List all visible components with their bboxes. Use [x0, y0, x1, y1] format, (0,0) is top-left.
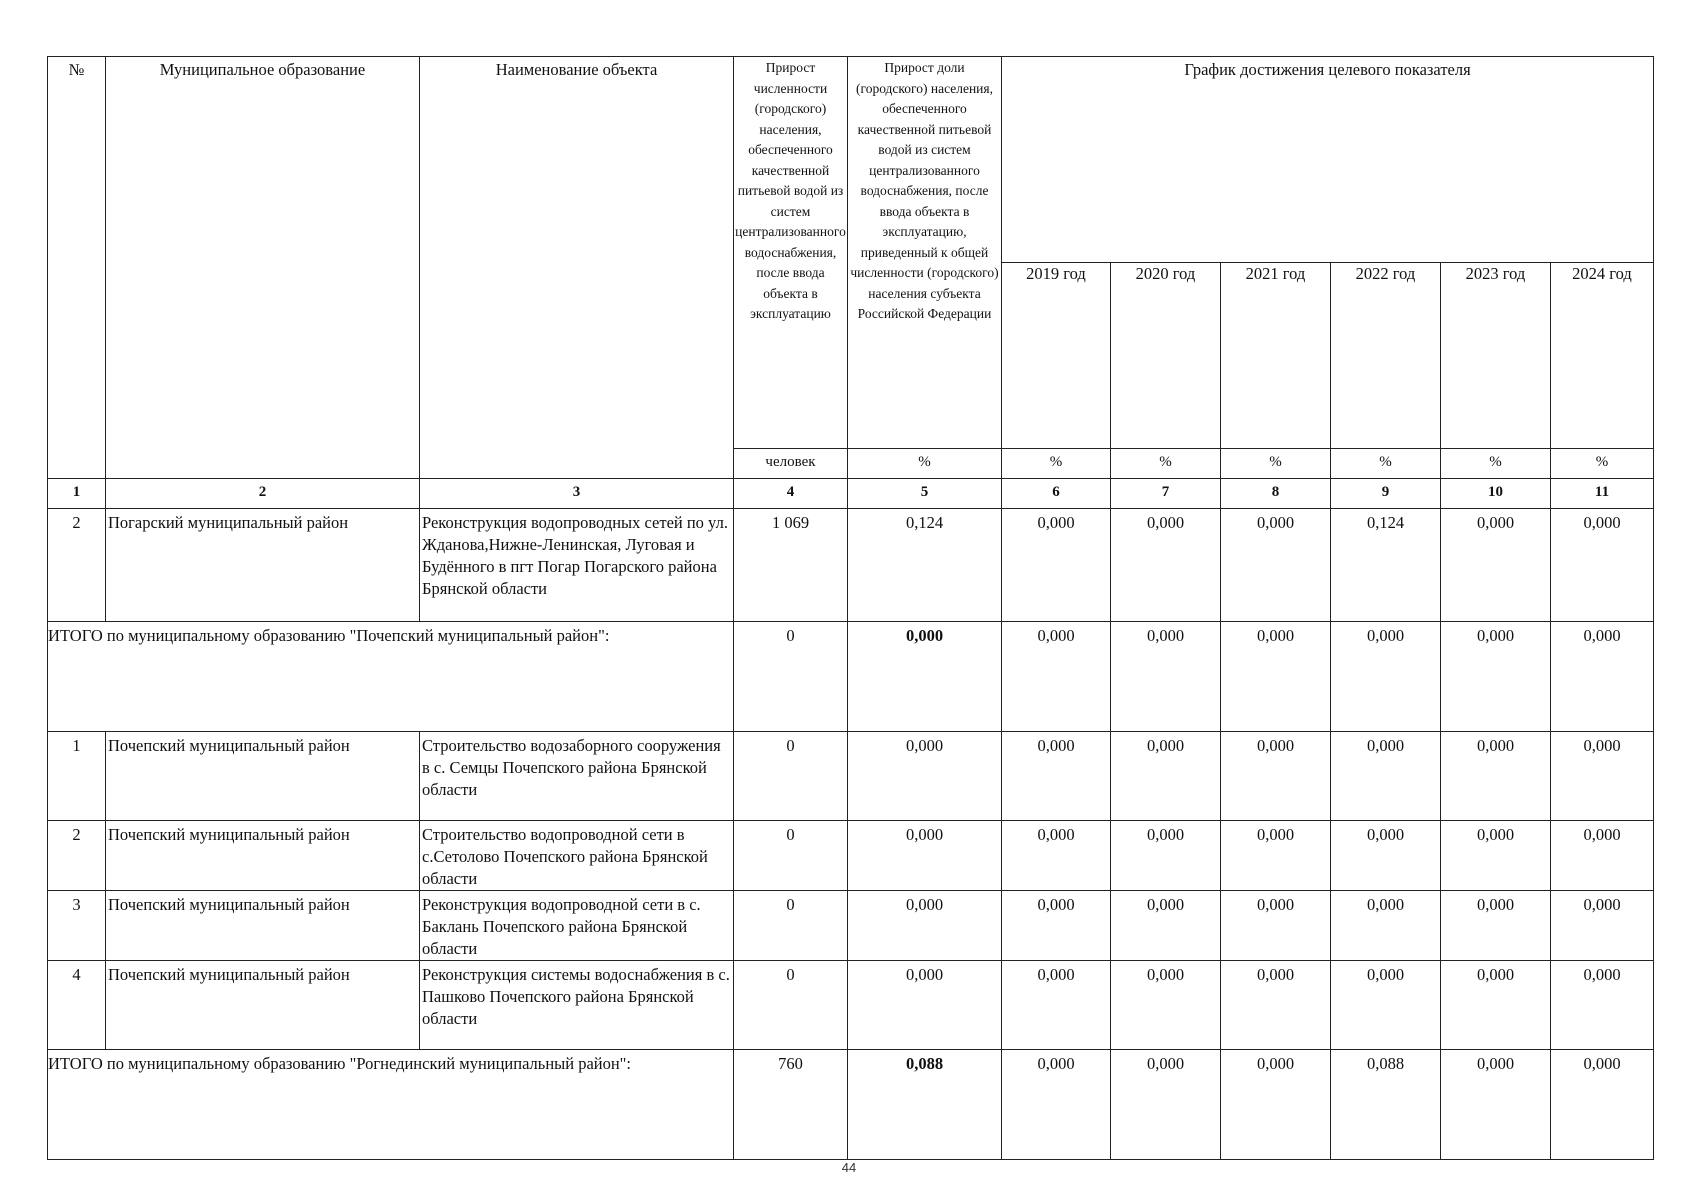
table-row [48, 509, 1654, 622]
year-value-cell: 0,000 [1331, 821, 1441, 891]
population-growth-cell: 0 [734, 821, 848, 891]
population-growth-cell: 0 [734, 891, 848, 961]
population-growth-cell: 760 [734, 1050, 848, 1160]
header-object-name: Наименование объекта [420, 57, 734, 479]
year-value-cell: 0,000 [1002, 509, 1111, 622]
column-number: 9 [1331, 479, 1441, 509]
unit-percent: % [1441, 449, 1551, 479]
row-number: 2 [48, 821, 106, 891]
population-growth-cell: 0 [734, 622, 848, 732]
unit-percent: % [1331, 449, 1441, 479]
year-value-cell: 0,000 [1441, 622, 1551, 732]
row-number: 1 [48, 732, 106, 821]
row-number: 2 [48, 509, 106, 622]
year-value-cell: 0,000 [1002, 821, 1111, 891]
header-municipality: Муниципальное образование [106, 57, 420, 479]
year-value-cell: 0,088 [1331, 1050, 1441, 1160]
year-value-cell: 0,000 [1441, 891, 1551, 961]
unit-percent: % [1221, 449, 1331, 479]
year-value-cell: 0,000 [1221, 509, 1331, 622]
target-indicator-table [47, 56, 1654, 1160]
header-no: № [48, 57, 106, 479]
total-row [48, 1050, 1654, 1160]
year-value-cell: 0,000 [1111, 961, 1221, 1050]
share-growth-cell: 0,000 [848, 821, 1002, 891]
year-value-cell: 0,000 [1002, 891, 1111, 961]
column-number: 4 [734, 479, 848, 509]
year-value-cell: 0,000 [1111, 1050, 1221, 1160]
year-value-cell: 0,000 [1111, 622, 1221, 732]
year-value-cell: 0,000 [1551, 891, 1654, 961]
year-value-cell: 0,000 [1551, 622, 1654, 732]
year-value-cell: 0,000 [1002, 961, 1111, 1050]
year-value-cell: 0,000 [1002, 1050, 1111, 1160]
year-value-cell: 0,000 [1441, 509, 1551, 622]
header-population-growth: Прирост численности (городского) населения, обеспеченного качественной питьевой водой из систем централизованного водоснабжения, после ввода объекта в эксплуатацию [734, 57, 848, 449]
year-value-cell: 0,000 [1221, 732, 1331, 821]
year-value-cell: 0,000 [1551, 509, 1654, 622]
municipality-cell: Почепский муниципальный район [106, 891, 420, 961]
header-year-2019: 2019 год [1002, 263, 1111, 449]
municipality-cell: Почепский муниципальный район [106, 821, 420, 891]
header-target-schedule: График достижения целевого показателя [1002, 57, 1654, 263]
population-growth-cell: 0 [734, 961, 848, 1050]
row-number: 3 [48, 891, 106, 961]
population-growth-cell: 0 [734, 732, 848, 821]
year-value-cell: 0,000 [1221, 891, 1331, 961]
column-number: 8 [1221, 479, 1331, 509]
column-number: 1 [48, 479, 106, 509]
year-value-cell: 0,000 [1551, 732, 1654, 821]
table-row [48, 891, 1654, 961]
municipality-cell: Погарский муниципальный район [106, 509, 420, 622]
unit-percent: % [1111, 449, 1221, 479]
unit-people: человек [734, 449, 848, 479]
column-number: 10 [1441, 479, 1551, 509]
year-value-cell: 0,000 [1221, 622, 1331, 732]
page-number: 44 [841, 1160, 857, 1175]
year-value-cell: 0,000 [1111, 821, 1221, 891]
column-number: 6 [1002, 479, 1111, 509]
year-value-cell: 0,000 [1002, 732, 1111, 821]
object-name-cell: Строительство водопроводной сети в с.Сетолово Почепского района Брянской области [420, 821, 734, 891]
year-value-cell: 0,000 [1551, 1050, 1654, 1160]
object-name-cell: Реконструкция системы водоснабжения в с. Пашково Почепского района Брянской области [420, 961, 734, 1050]
year-value-cell: 0,000 [1441, 821, 1551, 891]
column-number-row [48, 479, 1654, 509]
year-value-cell: 0,000 [1551, 821, 1654, 891]
year-value-cell: 0,000 [1221, 821, 1331, 891]
year-value-cell: 0,000 [1331, 961, 1441, 1050]
share-growth-cell: 0,000 [848, 732, 1002, 821]
year-value-cell: 0,000 [1331, 622, 1441, 732]
total-label: ИТОГО по муниципальному образованию "Рогнединский муниципальный район": [48, 1050, 734, 1160]
year-value-cell: 0,000 [1111, 891, 1221, 961]
share-growth-cell: 0,000 [848, 622, 1002, 732]
unit-percent: % [1002, 449, 1111, 479]
total-row [48, 622, 1654, 732]
header-year-2021: 2021 год [1221, 263, 1331, 449]
year-value-cell: 0,000 [1111, 509, 1221, 622]
object-name-cell: Реконструкция водопроводной сети в с. Баклань Почепского района Брянской области [420, 891, 734, 961]
column-number: 2 [106, 479, 420, 509]
year-value-cell: 0,000 [1331, 891, 1441, 961]
share-growth-cell: 0,000 [848, 961, 1002, 1050]
share-growth-cell: 0,088 [848, 1050, 1002, 1160]
column-number: 7 [1111, 479, 1221, 509]
year-value-cell: 0,000 [1441, 1050, 1551, 1160]
year-value-cell: 0,000 [1221, 961, 1331, 1050]
year-value-cell: 0,000 [1441, 961, 1551, 1050]
year-value-cell: 0,000 [1111, 732, 1221, 821]
column-number: 11 [1551, 479, 1654, 509]
header-year-2023: 2023 год [1441, 263, 1551, 449]
header-year-2020: 2020 год [1111, 263, 1221, 449]
header-share-growth: Прирост доли (городского) населения, обеспеченного качественной питьевой водой из систем централизованного водоснабжения, после ввода объекта в эксплуатацию, приведенный к общей численности (городского) населения субъекта Российской Федерации [848, 57, 1002, 449]
row-number: 4 [48, 961, 106, 1050]
table-row [48, 732, 1654, 821]
total-label: ИТОГО по муниципальному образованию "Почепский муниципальный район": [48, 622, 734, 732]
year-value-cell: 0,000 [1331, 732, 1441, 821]
table-row [48, 961, 1654, 1050]
year-value-cell: 0,000 [1441, 732, 1551, 821]
unit-percent: % [1551, 449, 1654, 479]
share-growth-cell: 0,000 [848, 891, 1002, 961]
unit-percent: % [848, 449, 1002, 479]
header-year-2022: 2022 год [1331, 263, 1441, 449]
header-row-top [48, 57, 1654, 263]
municipality-cell: Почепский муниципальный район [106, 961, 420, 1050]
share-growth-cell: 0,124 [848, 509, 1002, 622]
header-year-2024: 2024 год [1551, 263, 1654, 449]
year-value-cell: 0,000 [1221, 1050, 1331, 1160]
population-growth-cell: 1 069 [734, 509, 848, 622]
year-value-cell: 0,000 [1551, 961, 1654, 1050]
object-name-cell: Реконструкция водопроводных сетей по ул. Жданова,Нижне-Ленинская, Луговая и Будённого в пгт Погар Погарского района Брянской области [420, 509, 734, 622]
column-number: 5 [848, 479, 1002, 509]
year-value-cell: 0,124 [1331, 509, 1441, 622]
object-name-cell: Строительство водозаборного сооружения в с. Семцы Почепского района Брянской области [420, 732, 734, 821]
table-row [48, 821, 1654, 891]
column-number: 3 [420, 479, 734, 509]
year-value-cell: 0,000 [1002, 622, 1111, 732]
municipality-cell: Почепский муниципальный район [106, 732, 420, 821]
